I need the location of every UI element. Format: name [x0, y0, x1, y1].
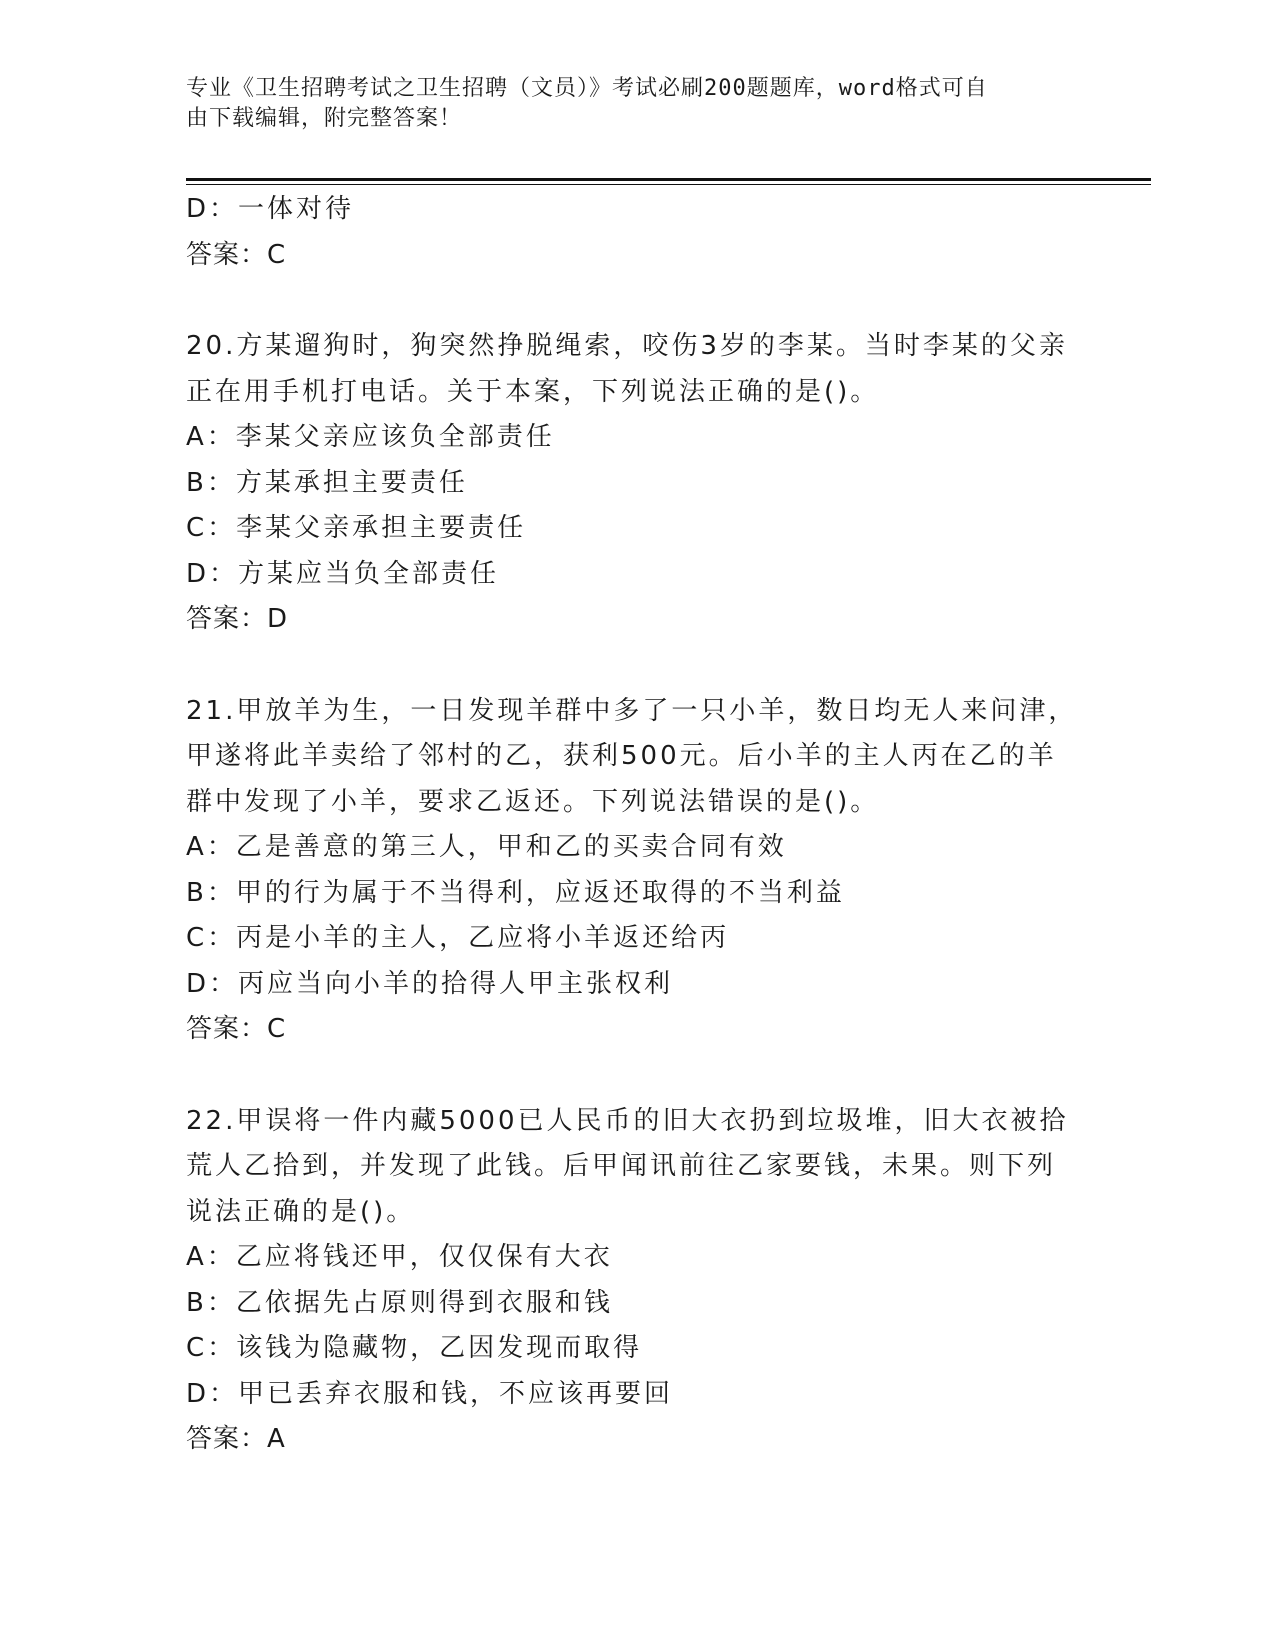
question-stem: 荒人乙拾到，并发现了此钱。后甲闻讯前往乙家要钱，未果。则下列	[186, 1151, 1057, 1181]
question-20	[186, 324, 1086, 643]
document-header	[186, 74, 1066, 134]
option-b: B：乙依据先占原则得到衣服和钱	[186, 1287, 613, 1318]
answer-line: 答案：D	[186, 604, 289, 634]
option-d: D：方某应当负全部责任	[186, 558, 500, 589]
question-stem: 群中发现了小羊，要求乙返还。下列说法错误的是()。	[186, 786, 880, 817]
header-divider-thick	[186, 178, 1151, 181]
option-d: D：丙应当向小羊的拾得人甲主张权利	[186, 968, 674, 999]
option-d: D：一体对待	[186, 194, 355, 224]
question-stem: 说法正确的是()。	[186, 1196, 416, 1227]
header-line: 专业《卫生招聘考试之卫生招聘（文员）》考试必刷200题题库，word格式可自	[186, 76, 988, 101]
option-d: D：甲已丢弃衣服和钱，不应该再要回	[186, 1378, 674, 1409]
question-stem: 21.甲放羊为生，一日发现羊群中多了一只小羊，数日均无人来问津，	[186, 695, 1078, 726]
option-b: B：方某承担主要责任	[186, 467, 468, 498]
option-a: A：乙是善意的第三人，甲和乙的买卖合同有效	[186, 832, 787, 862]
option-c: C：李某父亲承担主要责任	[186, 513, 527, 543]
question-stem: 甲遂将此羊卖给了邻村的乙，获利500元。后小羊的主人丙在乙的羊	[186, 741, 1057, 771]
question-21	[186, 689, 1086, 1053]
option-b: B：甲的行为属于不当得利，应返还取得的不当利益	[186, 877, 845, 908]
question-stem: 20.方某遛狗时，狗突然挣脱绳索，咬伤3岁的李某。当时李某的父亲	[186, 331, 1068, 361]
option-c: C：该钱为隐藏物，乙因发现而取得	[186, 1333, 643, 1363]
answer-line: 答案：A	[186, 1424, 286, 1454]
option-a: A：李某父亲应该负全部责任	[186, 422, 555, 452]
header-divider-thin	[186, 184, 1151, 185]
answer-line: 答案：C	[186, 239, 287, 270]
question-22	[186, 1099, 1086, 1463]
question-list	[186, 187, 1086, 1463]
option-a: A：乙应将钱还甲，仅仅保有大衣	[186, 1242, 613, 1272]
question-stem: 正在用手机打电话。关于本案，下列说法正确的是()。	[186, 376, 880, 407]
answer-line: 答案：C	[186, 1014, 287, 1044]
option-c: C：丙是小羊的主人，乙应将小羊返还给丙	[186, 923, 730, 953]
previous-question-tail	[186, 187, 1086, 278]
question-stem: 22.甲误将一件内藏5000已人民币的旧大衣扔到垃圾堆，旧大衣被拾	[186, 1105, 1069, 1136]
header-line: 由下载编辑，附完整答案！	[186, 106, 463, 131]
